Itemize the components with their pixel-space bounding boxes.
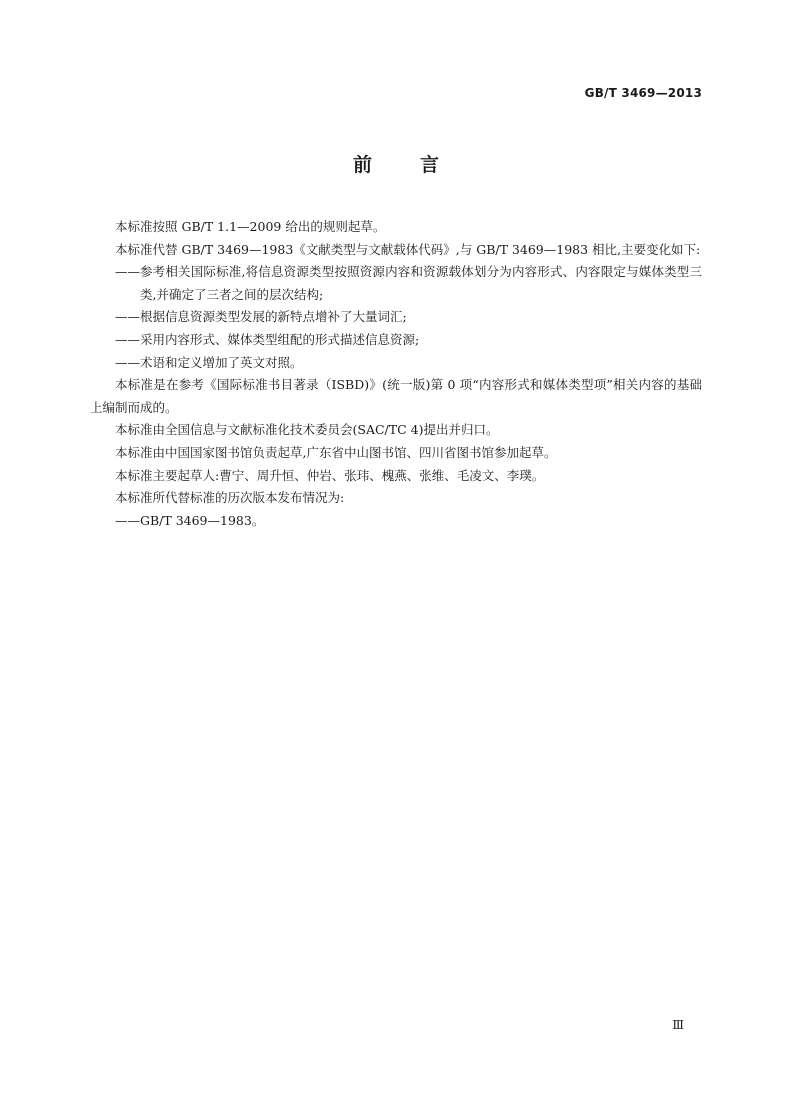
page-title [0,150,792,177]
dash-mark: —— [115,354,140,370]
paragraph-replaces: 本标准代替 GB/T 3469—1983《文献类型与文献载体代码》,与 GB/T 3469—1983 相比,主要变化如下: [115,241,701,257]
title-char-2: 言 [420,154,440,176]
change-item-text: 采用内容形式、媒体类型组配的形式描述信息资源; [140,331,420,347]
paragraph-drafting-rules: 本标准按照 GB/T 1.1—2009 给出的规则起草。 [115,219,386,234]
title-char-1: 前 [352,154,372,176]
change-item-text: 参考相关国际标准,将信息资源类型按照资源内容和资源载体划分为内容形式、内容限定与媒体类型三类,并确定了三者之间的层次结构; [140,264,702,302]
change-item [90,329,702,352]
paragraph-history-intro: 本标准所代替标准的历次版本发布情况为: [115,490,345,506]
dash-mark: —— [115,309,140,325]
history-item [90,510,702,533]
dash-mark: —— [115,512,140,528]
foreword-body [90,216,702,532]
change-item [90,352,702,375]
change-item [90,261,702,306]
page-number: Ⅲ [672,1018,684,1032]
paragraph-drafting-organizations: 本标准由中国国家图书馆负责起草,广东省中山图书馆、四川省图书馆参加起草。 [115,444,557,460]
paragraph-reference-basis: 本标准是在参考《国际标准书目著录（ISBD)》(统一版)第 0 项“内容形式和媒体类型项”相关内容的基础上编制而成的。 [90,377,702,415]
dash-mark: —— [115,264,140,280]
change-item-text: 根据信息资源类型发展的新特点增补了大量词汇; [140,309,407,325]
change-item [90,306,702,329]
paragraph-drafters: 本标准主要起草人:曹宁、周升恒、仲岩、张玮、槐燕、张维、毛凌文、李璞。 [115,467,545,483]
dash-mark: —— [115,331,140,347]
change-item-text: 术语和定义增加了英文对照。 [140,354,303,370]
paragraph-proposed-by: 本标准由全国信息与文献标准化技术委员会(SAC/TC 4)提出并归口。 [115,422,499,438]
standard-code: GB/T 3469—2013 [584,86,702,100]
history-item-text: GB/T 3469—1983。 [140,512,265,528]
